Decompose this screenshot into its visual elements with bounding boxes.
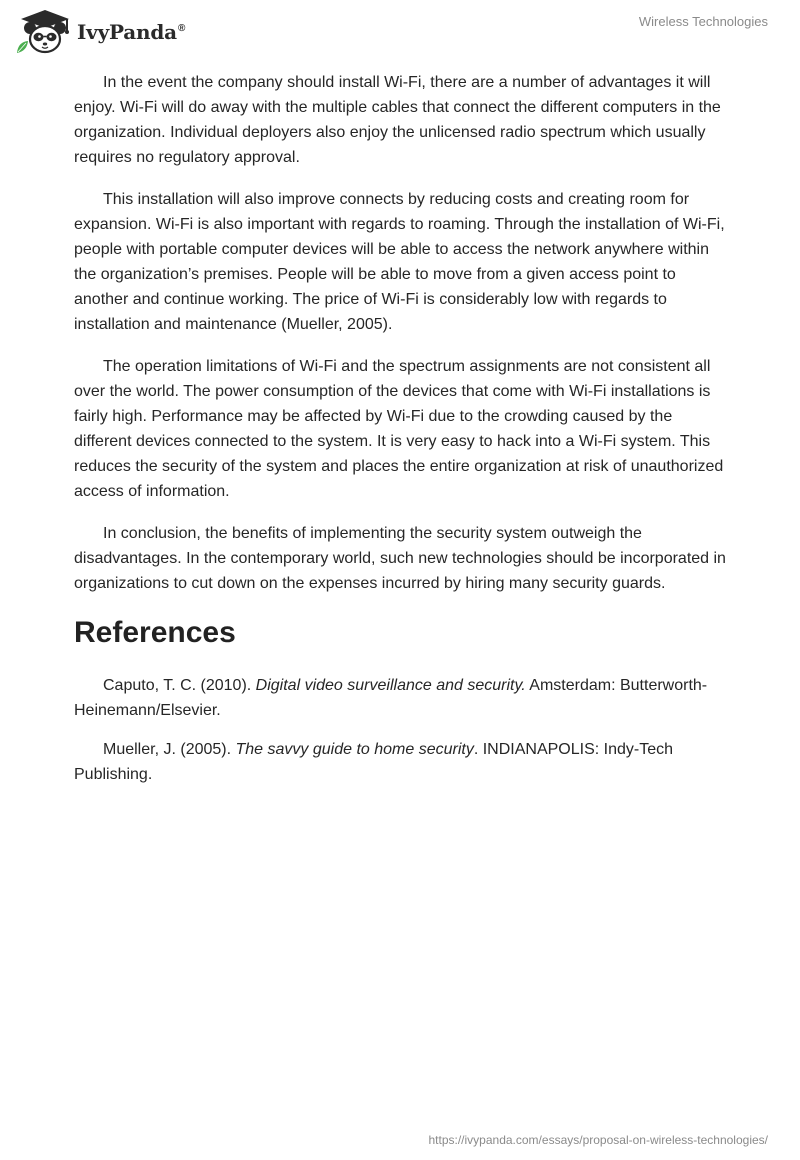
- paragraph-wifi-advantages: In the event the company should install Wi-Fi, there are a number of advantages it will enjoy. Wi-Fi will do away with the multiple cables that connect the different computers in the organization. Individual deployers also enjoy the unlicensed radio spectrum which usually requires no regulatory approval.: [74, 74, 721, 166]
- paragraph-wifi-limitations: The operation limitations of Wi-Fi and the spectrum assignments are not consistent all over the world. The power consumption of the devices that come with Wi-Fi installations is fairly high. Performance may be affected by Wi-Fi due to the crowding caused by the different devices connected to the system. It is very easy to hack into a Wi-Fi system. This reduces the security of the system and places the entire organization at risk of unauthorized access of information.: [74, 358, 724, 500]
- reference-authors: Caputo, T. C. (2010).: [103, 677, 256, 694]
- reference-title: Digital video surveillance and security.: [255, 677, 526, 694]
- paragraph-wifi-roaming: This installation will also improve connects by reducing costs and creating room for expansion. Wi-Fi is also important with regards to roaming. Through the installation of Wi-Fi, people with portable computer devices will be able to access the network anywhere within the organization’s premises. People will be able to move from a given access point to another and continue working. The price of Wi-Fi is considerably low with regards to installation and maintenance (Mueller, 2005).: [74, 191, 725, 333]
- page-header: [0, 0, 800, 60]
- logo-wordmark: IvyPanda®: [77, 20, 186, 44]
- references-heading: References: [74, 616, 236, 649]
- panda-graduate-icon: [14, 9, 76, 55]
- reference-title: The savvy guide to home security: [235, 741, 474, 758]
- reference-item: [74, 673, 730, 723]
- reference-publisher: . INDIANAPOLIS: Indy-Tech Publishing.: [74, 741, 674, 783]
- essay-body: [74, 70, 730, 801]
- source-url-link[interactable]: https://ivypanda.com/essays/proposal-on-wireless-technologies/: [428, 1133, 768, 1147]
- reference-item: [74, 737, 730, 787]
- reference-authors: Mueller, J. (2005).: [103, 741, 236, 758]
- paragraph-conclusion: In conclusion, the benefits of implementing the security system outweigh the disadvantages. In the contemporary world, such new technologies should be incorporated in organizations to cut down on the expenses incurred by hiring many security guards.: [74, 525, 726, 592]
- document-title: Wireless Technologies: [638, 14, 768, 29]
- registered-mark: ®: [177, 23, 186, 35]
- reference-publisher: Amsterdam: Butterworth-Heinemann/Elsevier.: [74, 677, 708, 719]
- ivypanda-logo[interactable]: [14, 9, 214, 55]
